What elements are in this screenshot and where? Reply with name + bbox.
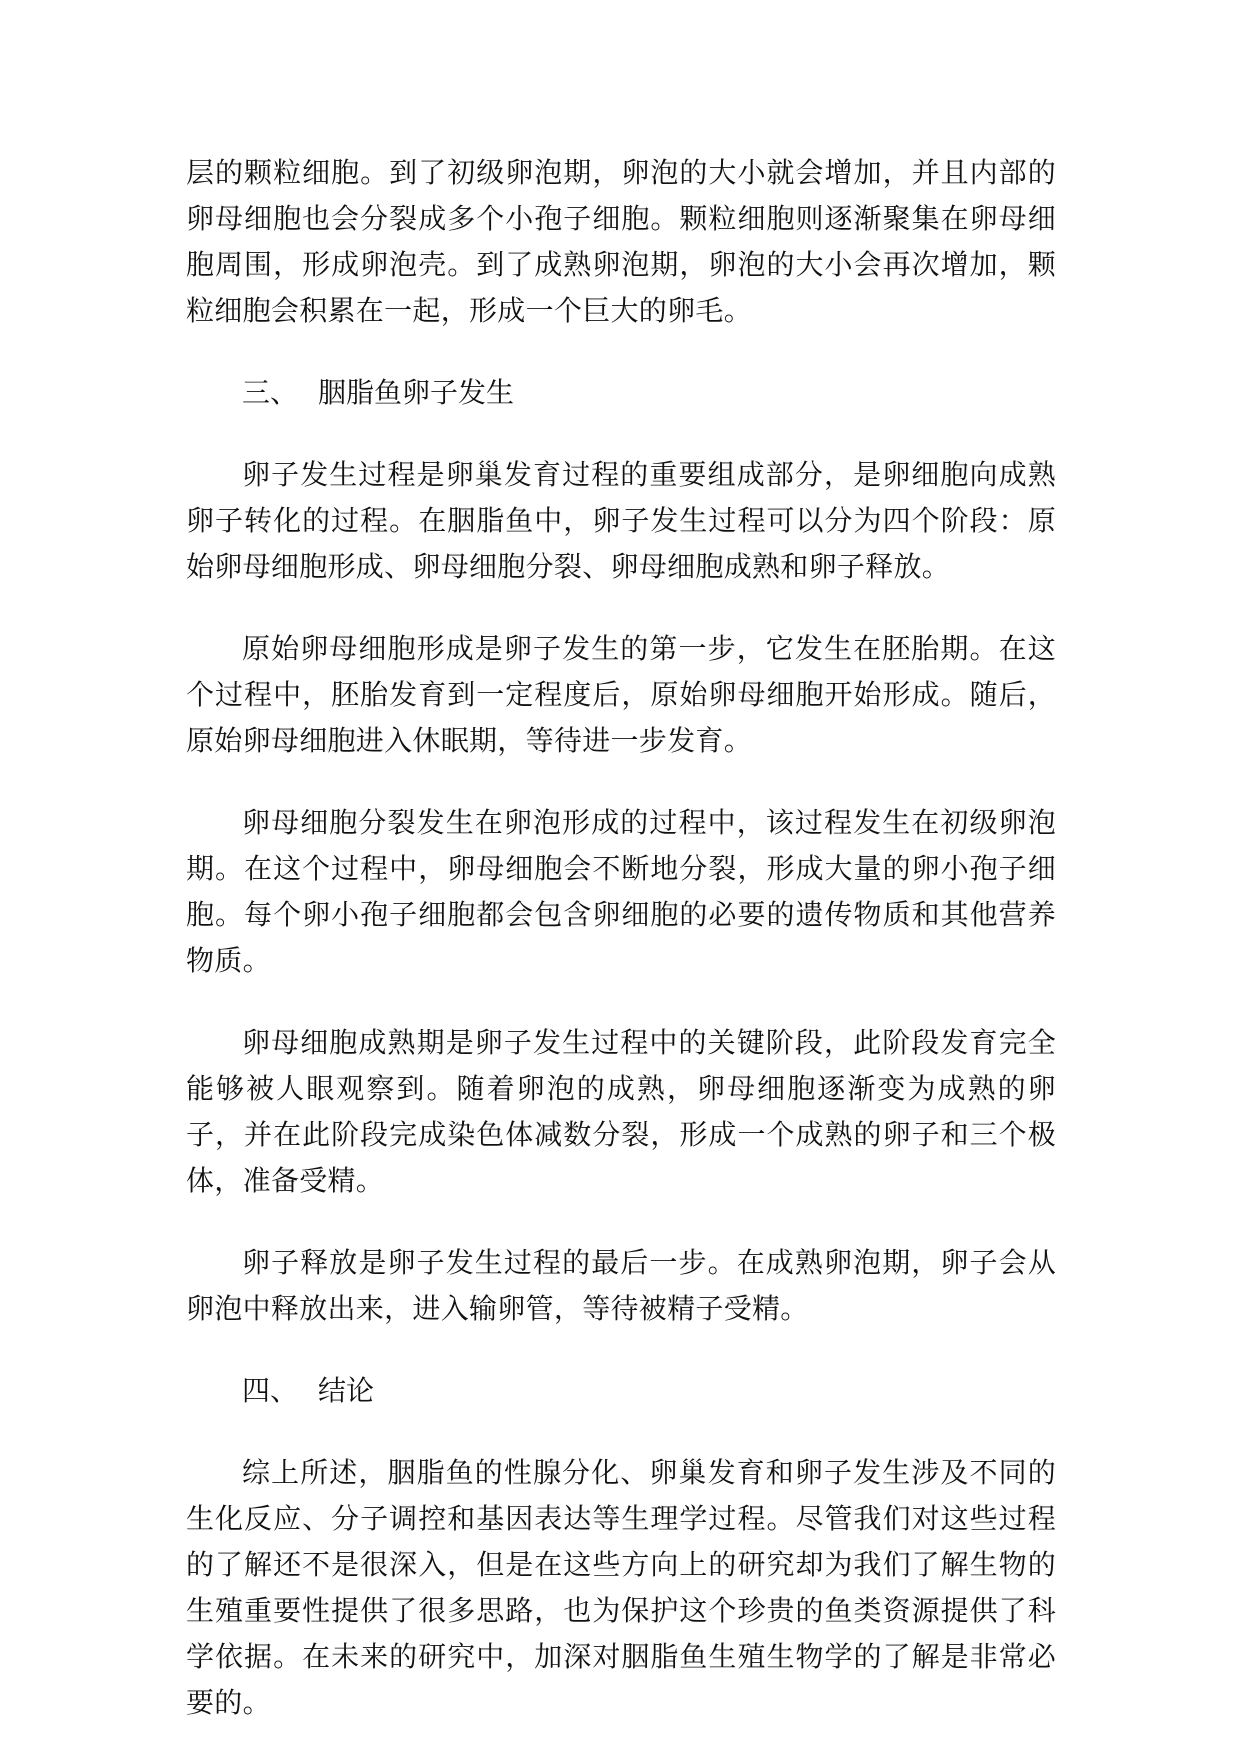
paragraph: 综上所述，胭脂鱼的性腺分化、卵巢发育和卵子发生涉及不同的生化反应、分子调控和基因表达等生理学过程。尽管我们对这些过程的了解还不是很深入，但是在这些方向上的研究却为我们了解生物的生殖重要性提供了很多思路，也为保护这个珍贵的鱼类资源提供了科学依据。在未来的研究中，加深对胭脂鱼生殖生物学的了解是非常必要的。 — [186, 1456, 1056, 1719]
section-heading-4 — [186, 1368, 1056, 1414]
paragraph: 卵子释放是卵子发生过程的最后一步。在成熟卵泡期，卵子会从卵泡中释放出来，进入输卵管，等待被精子受精。 — [186, 1246, 1056, 1325]
section-heading-3 — [186, 370, 1056, 416]
section-title: 胭脂鱼卵子发生 — [318, 376, 515, 409]
paragraph: 卵子发生过程是卵巢发育过程的重要组成部分，是卵细胞向成熟卵子转化的过程。在胭脂鱼中，卵子发生过程可以分为四个阶段：原始卵母细胞形成、卵母细胞分裂、卵母细胞成熟和卵子释放。 — [186, 458, 1056, 583]
paragraph: 卵母细胞成熟期是卵子发生过程中的关键阶段，此阶段发育完全能够被人眼观察到。随着卵泡的成熟，卵母细胞逐渐变为成熟的卵子，并在此阶段完成染色体减数分裂，形成一个成熟的卵子和三个极体，准备受精。 — [186, 1026, 1056, 1197]
paragraph-continuation: 层的颗粒细胞。到了初级卵泡期，卵泡的大小就会增加，并且内部的卵母细胞也会分裂成多个小孢子细胞。颗粒细胞则逐渐聚集在卵母细胞周围，形成卵泡壳。到了成熟卵泡期，卵泡的大小会再次增加，颗粒细胞会积累在一起，形成一个巨大的卵毛。 — [186, 156, 1056, 327]
paragraph: 卵母细胞分裂发生在卵泡形成的过程中，该过程发生在初级卵泡期。在这个过程中，卵母细胞会不断地分裂，形成大量的卵小孢子细胞。每个卵小孢子细胞都会包含卵细胞的必要的遗传物质和其他营养物质。 — [186, 806, 1056, 977]
document-body — [186, 150, 1056, 1762]
section-title: 结论 — [318, 1374, 375, 1407]
paragraph: 原始卵母细胞形成是卵子发生的第一步，它发生在胚胎期。在这个过程中，胚胎发育到一定程度后，原始卵母细胞开始形成。随后，原始卵母细胞进入休眠期，等待进一步发育。 — [186, 632, 1056, 757]
section-number: 四、 — [242, 1374, 299, 1407]
section-number: 三、 — [242, 376, 299, 409]
